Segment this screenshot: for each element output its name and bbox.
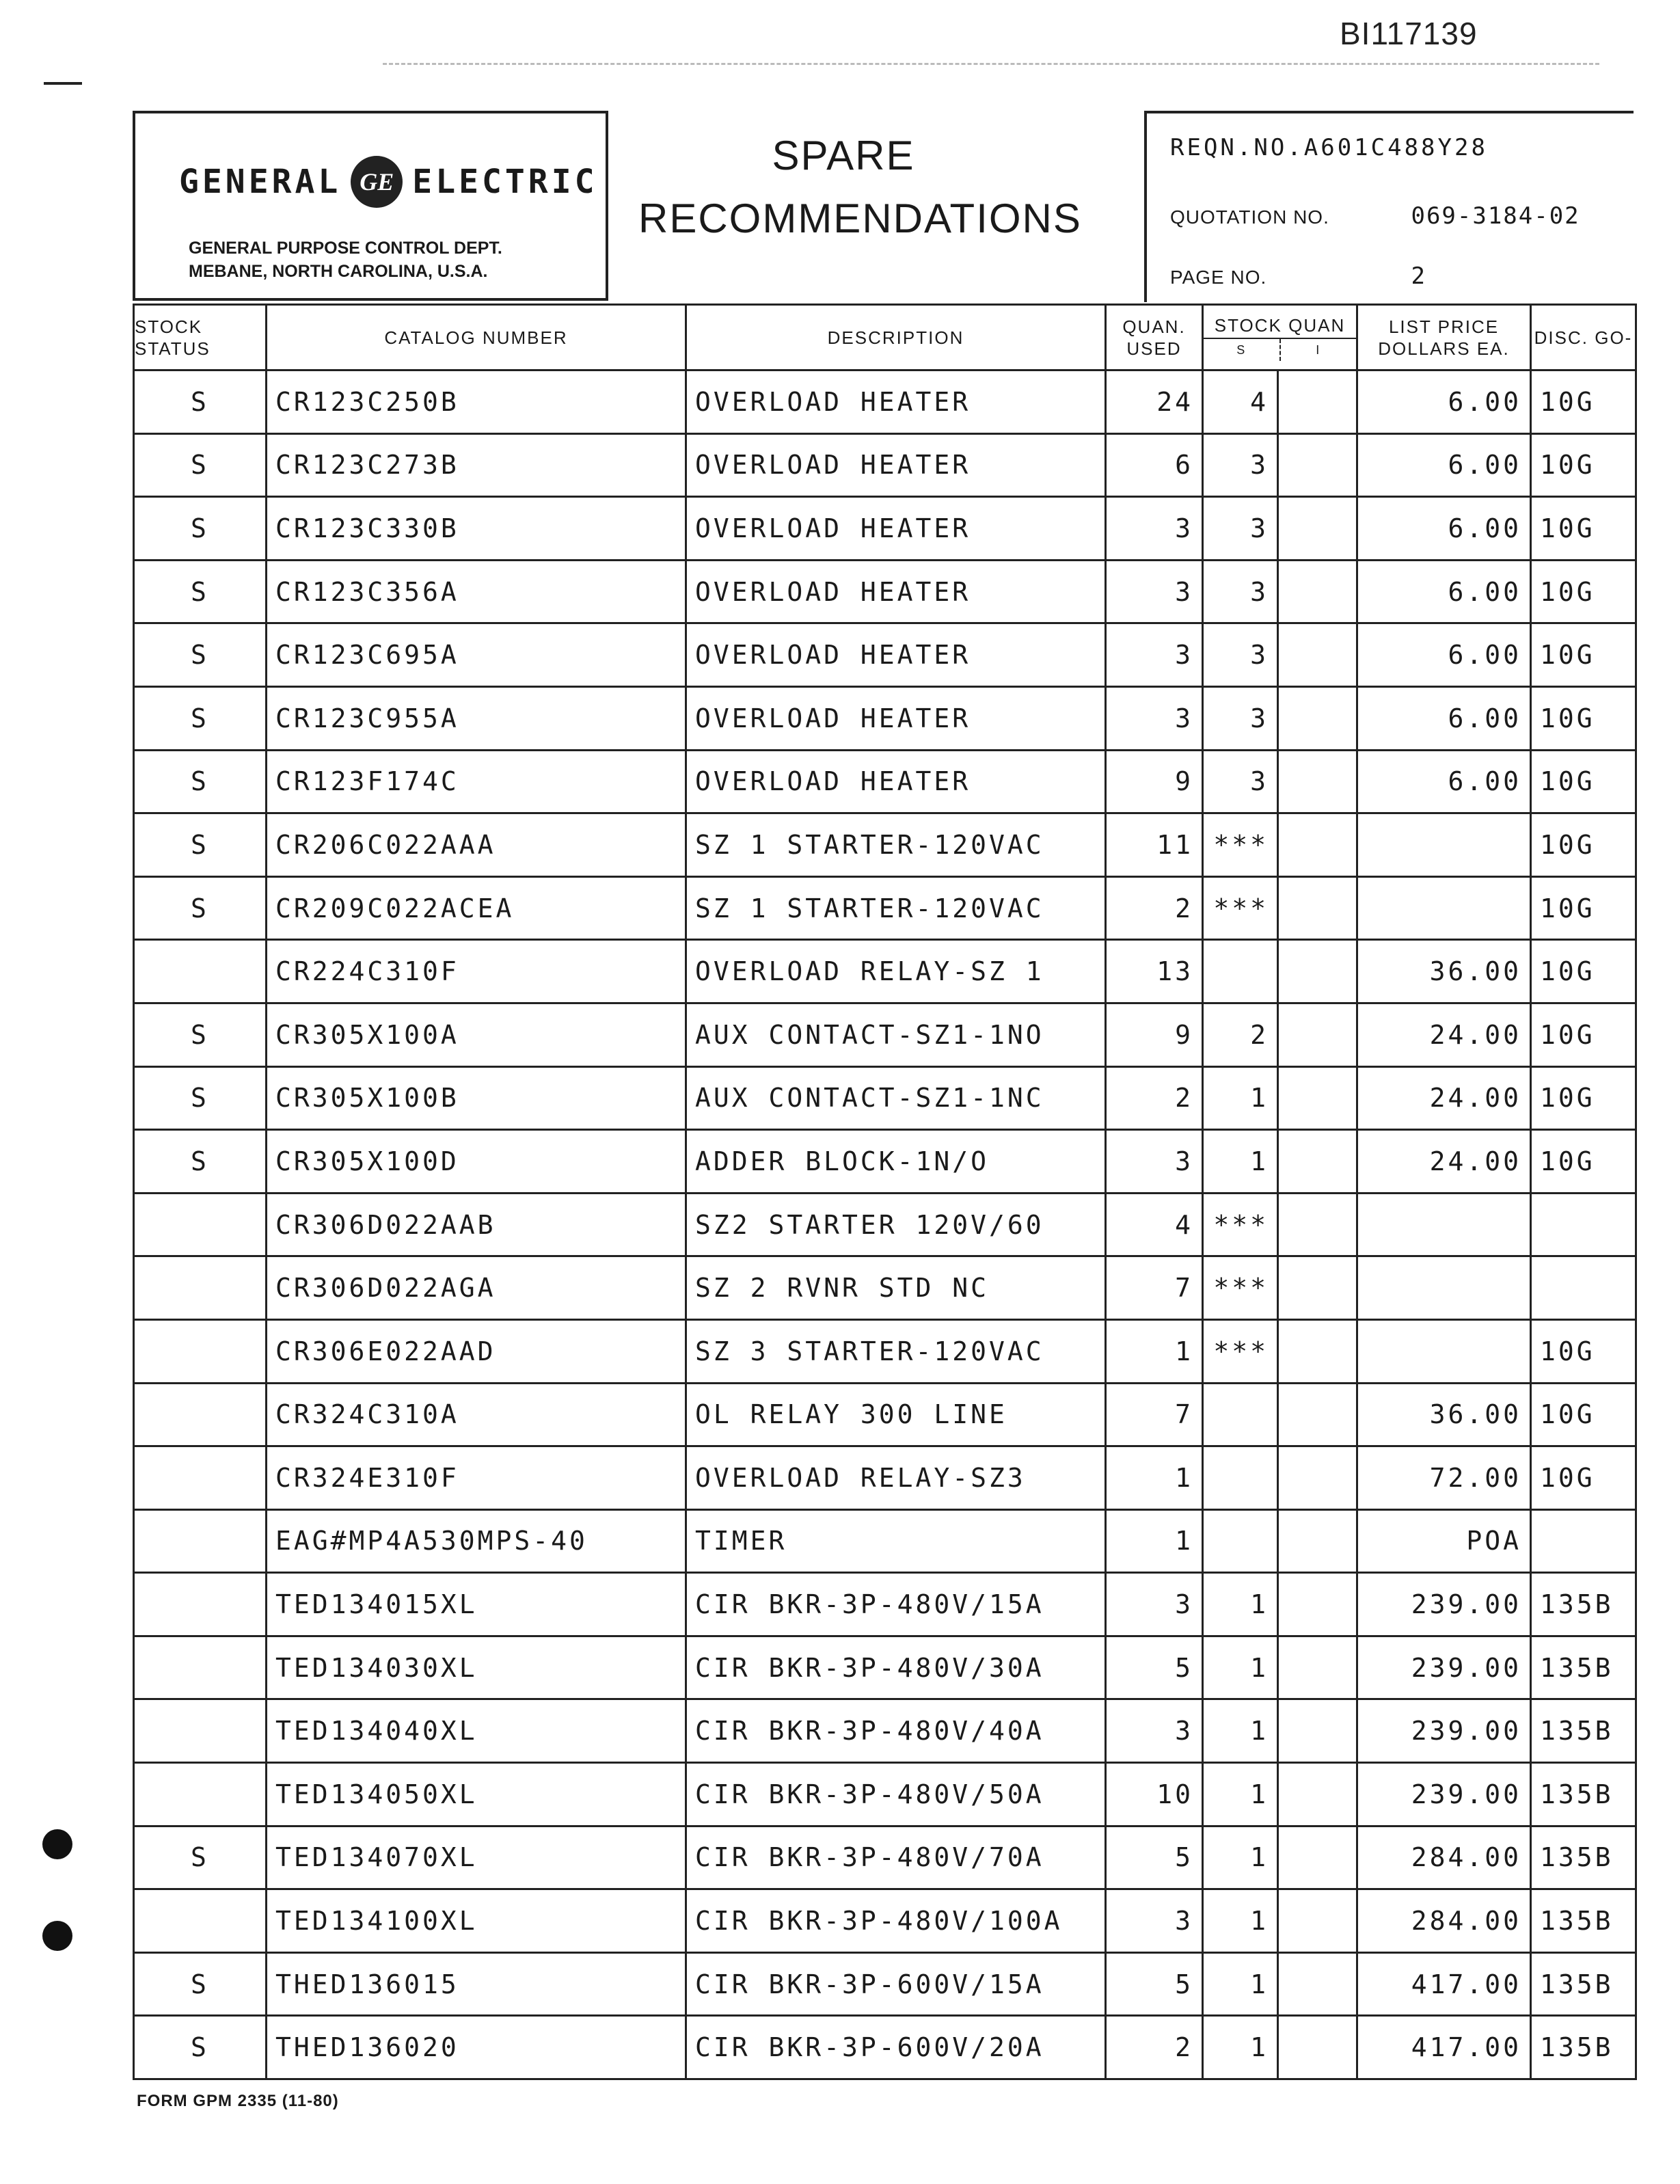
row-catalog-number: CR306D022AGA	[267, 1256, 686, 1320]
row-stock-status	[134, 1636, 267, 1699]
row-catalog-number: THED136015	[267, 1952, 686, 2016]
scan-artifact-line	[383, 63, 1599, 65]
row-list-price: 239.00	[1357, 1699, 1531, 1763]
row-catalog-number: TED134050XL	[267, 1763, 686, 1826]
row-stock-blank	[1278, 813, 1357, 877]
row-catalog-number: CR123C695A	[267, 623, 686, 687]
row-stock-quan: 3	[1203, 623, 1278, 687]
row-discount	[1531, 1256, 1636, 1320]
row-stock-quan: 4	[1203, 370, 1278, 434]
row-stock-status: S	[134, 1130, 267, 1194]
row-stock-blank	[1278, 1446, 1357, 1510]
row-discount: 10G	[1531, 1383, 1636, 1446]
row-discount: 135B	[1531, 1699, 1636, 1763]
row-discount: 10G	[1531, 1003, 1636, 1066]
table-row	[134, 1256, 1636, 1320]
row-catalog-number: TED134070XL	[267, 1826, 686, 1889]
row-description: OVERLOAD HEATER	[686, 370, 1106, 434]
row-stock-blank	[1278, 686, 1357, 750]
quotation-number: 069-3184-02	[1411, 202, 1580, 230]
row-discount	[1531, 1193, 1636, 1256]
row-discount: 135B	[1531, 1826, 1636, 1889]
header-stock-status: STOCK STATUS	[134, 305, 267, 370]
row-quan-used: 4	[1106, 1193, 1203, 1256]
row-description: AUX CONTACT-SZ1-1NC	[686, 1066, 1106, 1130]
row-stock-quan	[1203, 1509, 1278, 1573]
row-stock-quan: 1	[1203, 1130, 1278, 1194]
table-row	[134, 940, 1636, 1003]
row-quan-used: 11	[1106, 813, 1203, 877]
row-stock-blank	[1278, 1383, 1357, 1446]
row-stock-quan: 3	[1203, 497, 1278, 561]
row-catalog-number: CR306E022AAD	[267, 1319, 686, 1383]
row-list-price: 417.00	[1357, 1952, 1531, 2016]
row-quan-used: 3	[1106, 560, 1203, 623]
table-row	[134, 1066, 1636, 1130]
row-catalog-number: THED136020	[267, 2016, 686, 2079]
table-row	[134, 1636, 1636, 1699]
row-discount: 135B	[1531, 1763, 1636, 1826]
row-stock-status	[134, 1699, 267, 1763]
row-stock-status: S	[134, 1952, 267, 2016]
company-box	[133, 111, 608, 301]
table-row	[134, 1763, 1636, 1826]
row-catalog-number: CR305X100A	[267, 1003, 686, 1066]
row-list-price: 284.00	[1357, 1889, 1531, 1953]
row-description: OVERLOAD HEATER	[686, 686, 1106, 750]
row-quan-used: 5	[1106, 1636, 1203, 1699]
row-list-price: 6.00	[1357, 497, 1531, 561]
row-description: OVERLOAD HEATER	[686, 560, 1106, 623]
row-quan-used: 9	[1106, 750, 1203, 813]
document-header	[133, 111, 1634, 304]
row-discount: 135B	[1531, 2016, 1636, 2079]
logo-text-left: GENERAL	[179, 163, 342, 201]
table-row	[134, 1573, 1636, 1636]
row-list-price: POA	[1357, 1509, 1531, 1573]
row-discount: 135B	[1531, 1952, 1636, 2016]
row-list-price: 24.00	[1357, 1066, 1531, 1130]
table-row	[134, 370, 1636, 434]
table-row	[134, 623, 1636, 687]
row-stock-quan: 1	[1203, 1889, 1278, 1953]
row-list-price: 36.00	[1357, 1383, 1531, 1446]
row-catalog-number: TED134100XL	[267, 1889, 686, 1953]
row-description: CIR BKR-3P-480V/70A	[686, 1826, 1106, 1889]
row-description: AUX CONTACT-SZ1-1NO	[686, 1003, 1106, 1066]
row-stock-quan: ***	[1203, 1256, 1278, 1320]
row-description: CIR BKR-3P-600V/20A	[686, 2016, 1106, 2079]
row-quan-used: 3	[1106, 1889, 1203, 1953]
row-discount: 10G	[1531, 623, 1636, 687]
row-discount: 10G	[1531, 1319, 1636, 1383]
row-stock-status: S	[134, 750, 267, 813]
stock-quan-subheaders	[1204, 338, 1356, 361]
row-list-price: 36.00	[1357, 940, 1531, 1003]
row-list-price	[1357, 1193, 1531, 1256]
ge-monogram-icon: GE	[351, 156, 403, 208]
row-stock-blank	[1278, 1826, 1357, 1889]
row-quan-used: 7	[1106, 1256, 1203, 1320]
row-stock-status: S	[134, 497, 267, 561]
row-stock-blank	[1278, 370, 1357, 434]
row-stock-quan	[1203, 1446, 1278, 1510]
row-stock-blank	[1278, 1763, 1357, 1826]
row-stock-quan: 1	[1203, 1573, 1278, 1636]
row-discount: 135B	[1531, 1573, 1636, 1636]
row-catalog-number: CR123F174C	[267, 750, 686, 813]
row-stock-quan: 2	[1203, 1003, 1278, 1066]
row-list-price: 72.00	[1357, 1446, 1531, 1510]
row-discount: 10G	[1531, 497, 1636, 561]
table-row	[134, 1889, 1636, 1953]
row-quan-used: 7	[1106, 1383, 1203, 1446]
row-description: SZ 2 RVNR STD NC	[686, 1256, 1106, 1320]
row-list-price: 6.00	[1357, 370, 1531, 434]
row-stock-status: S	[134, 433, 267, 497]
row-description: CIR BKR-3P-480V/40A	[686, 1699, 1106, 1763]
row-discount: 10G	[1531, 940, 1636, 1003]
row-stock-blank	[1278, 940, 1357, 1003]
row-stock-status	[134, 1446, 267, 1510]
row-quan-used: 3	[1106, 1130, 1203, 1194]
row-list-price: 6.00	[1357, 623, 1531, 687]
row-quan-used: 2	[1106, 1066, 1203, 1130]
row-quan-used: 2	[1106, 876, 1203, 940]
header-description: DESCRIPTION	[686, 305, 1106, 370]
table-row	[134, 1446, 1636, 1510]
row-stock-blank	[1278, 1636, 1357, 1699]
row-stock-quan: 1	[1203, 1066, 1278, 1130]
header-list-price: LIST PRICE DOLLARS EA.	[1357, 305, 1531, 370]
row-list-price	[1357, 876, 1531, 940]
row-list-price	[1357, 1256, 1531, 1320]
punch-hole-mark	[42, 1829, 72, 1859]
row-list-price: 24.00	[1357, 1003, 1531, 1066]
row-discount	[1531, 1509, 1636, 1573]
row-stock-quan: ***	[1203, 1319, 1278, 1383]
row-quan-used: 5	[1106, 1826, 1203, 1889]
row-catalog-number: CR123C330B	[267, 497, 686, 561]
requisition-number: REQN.NO.A601C488Y28	[1170, 134, 1488, 161]
header-quan-used: QUAN. USED	[1106, 305, 1203, 370]
row-stock-status	[134, 940, 267, 1003]
row-stock-quan: 3	[1203, 686, 1278, 750]
row-list-price: 239.00	[1357, 1573, 1531, 1636]
table-row	[134, 1319, 1636, 1383]
row-quan-used: 6	[1106, 433, 1203, 497]
table-row	[134, 1509, 1636, 1573]
row-discount: 10G	[1531, 560, 1636, 623]
table-row	[134, 1130, 1636, 1194]
row-stock-quan: 3	[1203, 433, 1278, 497]
row-stock-status: S	[134, 2016, 267, 2079]
row-stock-blank	[1278, 1952, 1357, 2016]
row-catalog-number: CR123C273B	[267, 433, 686, 497]
table-row	[134, 686, 1636, 750]
row-stock-blank	[1278, 1573, 1357, 1636]
row-stock-quan: 3	[1203, 560, 1278, 623]
edge-mark	[44, 82, 82, 85]
stock-sub-s: S	[1204, 339, 1281, 361]
quotation-label: QUOTATION NO.	[1170, 206, 1329, 228]
table-row	[134, 433, 1636, 497]
row-quan-used: 10	[1106, 1763, 1203, 1826]
table-row	[134, 1699, 1636, 1763]
form-number: FORM GPM 2335 (11-80)	[137, 2092, 339, 2110]
table-row	[134, 1952, 1636, 2016]
row-quan-used: 24	[1106, 370, 1203, 434]
quotation-box	[1144, 111, 1634, 302]
row-catalog-number: CR306D022AAB	[267, 1193, 686, 1256]
row-stock-blank	[1278, 623, 1357, 687]
row-description: SZ 1 STARTER-120VAC	[686, 876, 1106, 940]
page-number: 2	[1411, 262, 1426, 290]
row-stock-blank	[1278, 1066, 1357, 1130]
table-row	[134, 750, 1636, 813]
row-stock-blank	[1278, 750, 1357, 813]
stock-sub-i: I	[1316, 342, 1321, 357]
row-quan-used: 3	[1106, 1573, 1203, 1636]
row-description: SZ 1 STARTER-120VAC	[686, 813, 1106, 877]
stock-quan-label: STOCK QUAN	[1214, 314, 1346, 336]
row-description: ADDER BLOCK-1N/O	[686, 1130, 1106, 1194]
row-stock-status: S	[134, 686, 267, 750]
row-description: CIR BKR-3P-480V/100A	[686, 1889, 1106, 1953]
row-stock-quan	[1203, 940, 1278, 1003]
row-discount: 10G	[1531, 876, 1636, 940]
row-list-price	[1357, 1319, 1531, 1383]
row-stock-status	[134, 1256, 267, 1320]
row-description: SZ2 STARTER 120V/60	[686, 1193, 1106, 1256]
row-discount: 10G	[1531, 1446, 1636, 1510]
row-stock-status: S	[134, 1826, 267, 1889]
table-row	[134, 1003, 1636, 1066]
title-line-1: SPARE	[772, 133, 915, 178]
row-description: OVERLOAD HEATER	[686, 497, 1106, 561]
row-stock-status: S	[134, 370, 267, 434]
row-catalog-number: TED134040XL	[267, 1699, 686, 1763]
spares-table	[133, 304, 1637, 2080]
dept-line-1: GENERAL PURPOSE CONTROL DEPT.	[189, 239, 502, 258]
row-catalog-number: TED134015XL	[267, 1573, 686, 1636]
title-line-2: RECOMMENDATIONS	[638, 196, 1082, 241]
row-description: CIR BKR-3P-480V/15A	[686, 1573, 1106, 1636]
row-stock-status	[134, 1319, 267, 1383]
row-stock-status: S	[134, 876, 267, 940]
row-stock-status	[134, 1889, 267, 1953]
row-stock-quan: 1	[1203, 1952, 1278, 2016]
row-stock-blank	[1278, 1889, 1357, 1953]
row-stock-quan: 3	[1203, 750, 1278, 813]
row-stock-status: S	[134, 813, 267, 877]
row-catalog-number: CR123C955A	[267, 686, 686, 750]
row-discount: 10G	[1531, 750, 1636, 813]
table-row	[134, 1383, 1636, 1446]
row-discount: 10G	[1531, 813, 1636, 877]
row-list-price: 417.00	[1357, 2016, 1531, 2079]
row-quan-used: 1	[1106, 1509, 1203, 1573]
row-description: CIR BKR-3P-600V/15A	[686, 1952, 1106, 2016]
row-stock-blank	[1278, 1319, 1357, 1383]
header-stock-quan	[1203, 305, 1357, 370]
row-catalog-number: CR224C310F	[267, 940, 686, 1003]
row-list-price: 239.00	[1357, 1763, 1531, 1826]
row-description: CIR BKR-3P-480V/50A	[686, 1763, 1106, 1826]
row-stock-blank	[1278, 433, 1357, 497]
row-quan-used: 9	[1106, 1003, 1203, 1066]
row-quan-used: 3	[1106, 686, 1203, 750]
row-list-price: 24.00	[1357, 1130, 1531, 1194]
row-stock-quan: 1	[1203, 1763, 1278, 1826]
row-stock-status: S	[134, 1003, 267, 1066]
row-stock-quan: ***	[1203, 813, 1278, 877]
row-stock-quan: ***	[1203, 876, 1278, 940]
row-quan-used: 5	[1106, 1952, 1203, 2016]
row-stock-blank	[1278, 497, 1357, 561]
row-description: OVERLOAD HEATER	[686, 433, 1106, 497]
table-row	[134, 813, 1636, 877]
row-catalog-number: CR206C022AAA	[267, 813, 686, 877]
row-description: OVERLOAD HEATER	[686, 623, 1106, 687]
row-quan-used: 1	[1106, 1446, 1203, 1510]
row-catalog-number: CR305X100B	[267, 1066, 686, 1130]
table-row	[134, 1193, 1636, 1256]
quotation-number-row	[1170, 202, 1580, 230]
row-stock-status	[134, 1509, 267, 1573]
logo-text-right: ELECTRIC	[412, 163, 598, 201]
row-stock-quan: 1	[1203, 1636, 1278, 1699]
row-stock-quan: 1	[1203, 1826, 1278, 1889]
row-catalog-number: CR324C310A	[267, 1383, 686, 1446]
dept-line-2: MEBANE, NORTH CAROLINA, U.S.A.	[189, 262, 488, 281]
row-stock-status	[134, 1573, 267, 1636]
row-discount: 10G	[1531, 433, 1636, 497]
row-catalog-number: TED134030XL	[267, 1636, 686, 1699]
row-stock-quan: 1	[1203, 2016, 1278, 2079]
row-stock-status	[134, 1763, 267, 1826]
header-discount: DISC. GO-	[1531, 305, 1636, 370]
row-list-price: 6.00	[1357, 560, 1531, 623]
row-stock-quan: ***	[1203, 1193, 1278, 1256]
table-row	[134, 876, 1636, 940]
page-label: PAGE NO.	[1170, 267, 1267, 288]
table-header-row	[134, 305, 1636, 370]
row-quan-used: 13	[1106, 940, 1203, 1003]
row-discount: 10G	[1531, 1066, 1636, 1130]
row-stock-status: S	[134, 623, 267, 687]
row-list-price: 284.00	[1357, 1826, 1531, 1889]
row-stock-blank	[1278, 876, 1357, 940]
document-title	[638, 124, 1082, 250]
row-stock-status	[134, 1193, 267, 1256]
row-list-price: 6.00	[1357, 686, 1531, 750]
row-quan-used: 1	[1106, 1319, 1203, 1383]
document-id: BI117139	[1340, 16, 1478, 51]
row-discount: 135B	[1531, 1636, 1636, 1699]
row-description: OL RELAY 300 LINE	[686, 1383, 1106, 1446]
row-discount: 10G	[1531, 686, 1636, 750]
row-stock-blank	[1278, 2016, 1357, 2079]
page-number-row	[1170, 262, 1426, 290]
row-discount: 135B	[1531, 1889, 1636, 1953]
row-catalog-number: CR209C022ACEA	[267, 876, 686, 940]
row-description: OVERLOAD RELAY-SZ 1	[686, 940, 1106, 1003]
row-stock-blank	[1278, 1699, 1357, 1763]
row-stock-blank	[1278, 560, 1357, 623]
row-description: SZ 3 STARTER-120VAC	[686, 1319, 1106, 1383]
punch-hole-mark	[42, 1921, 72, 1951]
row-catalog-number: CR123C356A	[267, 560, 686, 623]
table-row	[134, 1826, 1636, 1889]
row-stock-blank	[1278, 1256, 1357, 1320]
row-quan-used: 2	[1106, 2016, 1203, 2079]
department-address	[189, 237, 502, 283]
row-stock-blank	[1278, 1130, 1357, 1194]
row-quan-used: 3	[1106, 623, 1203, 687]
table-row	[134, 497, 1636, 561]
row-stock-blank	[1278, 1003, 1357, 1066]
row-list-price: 6.00	[1357, 433, 1531, 497]
row-discount: 10G	[1531, 1130, 1636, 1194]
table-row	[134, 560, 1636, 623]
table-body	[134, 370, 1636, 2079]
row-discount: 10G	[1531, 370, 1636, 434]
row-stock-status: S	[134, 1066, 267, 1130]
row-catalog-number: CR123C250B	[267, 370, 686, 434]
row-list-price: 239.00	[1357, 1636, 1531, 1699]
row-list-price: 6.00	[1357, 750, 1531, 813]
row-description: OVERLOAD HEATER	[686, 750, 1106, 813]
ge-logo	[179, 156, 597, 208]
row-description: CIR BKR-3P-480V/30A	[686, 1636, 1106, 1699]
row-stock-blank	[1278, 1509, 1357, 1573]
row-catalog-number: CR305X100D	[267, 1130, 686, 1194]
row-stock-blank	[1278, 1193, 1357, 1256]
row-description: OVERLOAD RELAY-SZ3	[686, 1446, 1106, 1510]
header-catalog-number: CATALOG NUMBER	[267, 305, 686, 370]
row-stock-quan: 1	[1203, 1699, 1278, 1763]
row-catalog-number: CR324E310F	[267, 1446, 686, 1510]
row-list-price	[1357, 813, 1531, 877]
row-catalog-number: EAG#MP4A530MPS-40	[267, 1509, 686, 1573]
table-row	[134, 2016, 1636, 2079]
row-quan-used: 3	[1106, 1699, 1203, 1763]
row-stock-quan	[1203, 1383, 1278, 1446]
row-stock-status: S	[134, 560, 267, 623]
row-description: TIMER	[686, 1509, 1106, 1573]
row-stock-status	[134, 1383, 267, 1446]
row-quan-used: 3	[1106, 497, 1203, 561]
